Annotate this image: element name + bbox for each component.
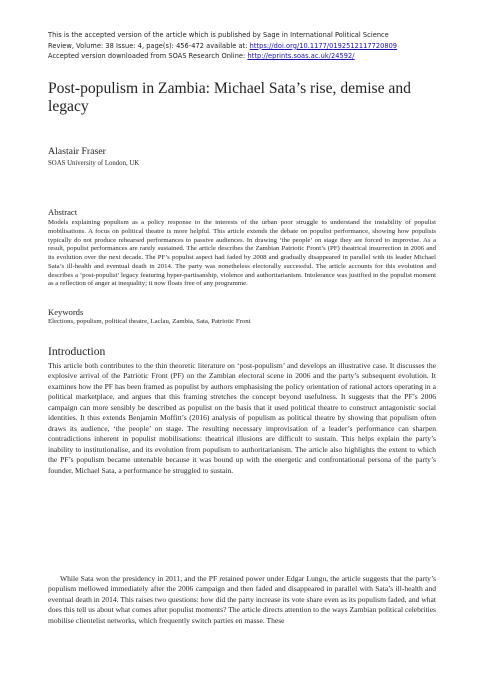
note-line-2 — [48, 41, 448, 52]
keywords-heading: Keywords — [48, 307, 84, 317]
eprints-link[interactable]: http://eprints.soas.ac.uk/24592/ — [247, 52, 355, 61]
author-affiliation: SOAS University of London, UK — [48, 160, 140, 167]
note-line-2-text: Review, Volume: 38 Issue: 4, page(s): 456-472 available at: — [48, 41, 250, 50]
abstract-body: Models explaining populism as a policy response to the interests of the urban poor struggle to understand the instability of populist mobilisations. A focus on political theatre is more helpful. This article extends the debate on populist performance, showing how populists typically do not produce rehearsed performances to passive audiences. In drawing ‘the people’ on stage they are forced to improvise. As a result, populist performances are rarely sustained. The article describes the Zambian Patriotic Front’s (PF) theatrical insurrection in 2006 and its evolution over the next decade. The PF’s populist aspect had faded by 2008 and gradually disappeared in parallel with its leader Michael Sata’s ill-health and eventual death in 2014. The party was nonetheless electorally successful. The article accounts for this evolution and describes a ‘post-populist’ legacy featuring hyper-partisanship, violence and authoritarianism. Intolerance was justified in the populist moment as a reflection of anger at inequality; it now floats free of any programme. — [48, 219, 436, 288]
author-name: Alastair Fraser — [48, 146, 106, 157]
article-title: Post-populism in Zambia: Michael Sata’s rise, demise and legacy — [48, 80, 411, 115]
note-line-3-text: Accepted version downloaded from SOAS Research Online: — [48, 52, 248, 61]
intro-paragraph-2: While Sata won the presidency in 2011, and the PF retained power under Edgar Lungu, the article suggests that the party’s populism mellowed immediately after the 2006 campaign and then faded and disappeared in parallel with Sata’s ill-health and eventual death in 2014. This raises two questions: how did the party increase its vote share even as its populism faded, and what does this tell us about what comes after populist moments? The article directs attention to the ways Zambian political celebrities mobilise clientelist networks, which frequently switch parties en masse. These — [48, 574, 436, 625]
introduction-heading: Introduction — [48, 345, 106, 358]
accepted-version-note — [48, 30, 448, 62]
intro-paragraph-1: This article both contributes to the thin theoretic literature on ‘post-populism’ and develops an illustrative case. It discusses the explosive arrival of the Patriotic Front (PF) on the Zambian electoral scene in 2006 and the party’s subsequent evolution. It examines how the PF has been framed as populist by authors emphasising the policy orientation of rational actors operating in a political marketplace, and argues that this framing stretches the concept beyond usefulness. It suggests that the PF’s 2006 campaign can more sensibly be described as populist on the basis that it used political theatre to construct antagonistic social identities. It thus extends Benjamin Moffitt’s (2016) analysis of populism as political theatre by showing that populism often draws its audience, ‘the people’ on stage. The resulting necessary improvisation of a leader’s performance can sharpen contradictions inherent in populist mobilisations: theatrical illusions are difficult to sustain. This helps explain the party’s inability to institutionalise, and its evolution from populism to authoritarianism. The article also highlights the extent to which the PF’s populism became untenable because it was bound up with the energetic and confrontational persona of the party’s founder, Michael Sata, a performance he struggled to sustain. — [48, 361, 436, 475]
note-line-3 — [48, 51, 448, 62]
doi-link[interactable]: https://doi.org/10.1177/0192512117720809 — [249, 41, 398, 50]
keywords-list: Elections, populism, political theatre, Laclau, Zambia, Sata, Patriotic Front — [48, 318, 251, 325]
note-line-1: This is the accepted version of the article which is published by Sage in International Political Science — [48, 31, 389, 39]
abstract-heading: Abstract — [48, 207, 78, 217]
